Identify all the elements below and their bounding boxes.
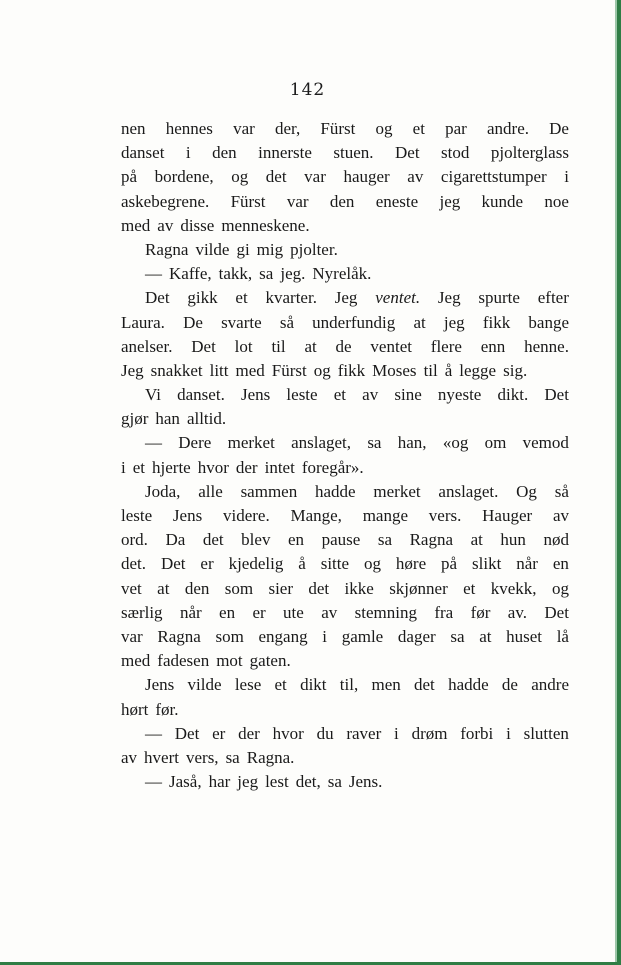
text-line: av hvert vers, sa Ragna. (121, 747, 295, 767)
text-line: Det gikk et kvarter. Jeg ventet. Jeg spurte efter (145, 288, 569, 308)
text-line: Ragna vilde gi mig pjolter. (145, 239, 338, 259)
text-line: leste Jens videre. Mange, mange vers. Hauger av (121, 506, 569, 525)
text-line: hørt før. (121, 699, 179, 719)
text-line: Joda, alle sammen hadde merket anslaget. Og så (145, 481, 569, 501)
text-line: danset i den innerste stuen. Det stod pjolterglass (121, 143, 569, 163)
text-line: — Dere merket anslaget, sa han, «og om vemod (145, 433, 569, 453)
text-line: — Jaså, har jeg lest det, sa Jens. (145, 772, 383, 792)
text-line: var Ragna som engang i gamle dager sa at huset lå (121, 626, 569, 646)
text-line: — Kaffe, takk, sa jeg. Nyrelåk. (145, 264, 372, 284)
body-text (121, 117, 569, 794)
text-line: Laura. De svarte så underfundig at jeg fikk bange (121, 312, 569, 332)
text-line: — Det er der hvor du raver i drøm forbi i slutten (145, 723, 569, 743)
text-line: Vi danset. Jens leste et av sine nyeste dikt. Det (145, 385, 569, 405)
text-line: på bordene, og det var hauger av cigarettstumper i (121, 167, 569, 187)
text-line: askebegrene. Fürst var den eneste jeg kunde noe (121, 191, 569, 211)
text-line: i et hjerte hvor der intet foregår». (121, 457, 364, 477)
text-line: særlig når en er ute av stemning fra før av. Det (121, 602, 569, 622)
text-line: det. Det er kjedelig å sitte og høre på slikt når en (121, 554, 569, 574)
text-line: med av disse menneskene. (121, 215, 310, 235)
text-line: gjør han alltid. (121, 409, 227, 429)
page-number: 142 (289, 80, 326, 100)
text-line: Jens vilde lese et dikt til, men det hadde de andre (145, 675, 569, 695)
text-line: ord. Da det blev en pause sa Ragna at hun nød (121, 530, 569, 550)
text-line: vet at den som sier det ikke skjønner et kvekk, og (121, 578, 569, 598)
text-line: anelser. Det lot til at de ventet flere enn henne. (121, 336, 569, 356)
text-line: med fadesen mot gaten. (121, 651, 291, 671)
text-line: nen hennes var der, Fürst og et par andre. De (121, 119, 569, 138)
text-line: Jeg snakket litt med Fürst og fikk Moses til å legge sig. (121, 360, 528, 380)
